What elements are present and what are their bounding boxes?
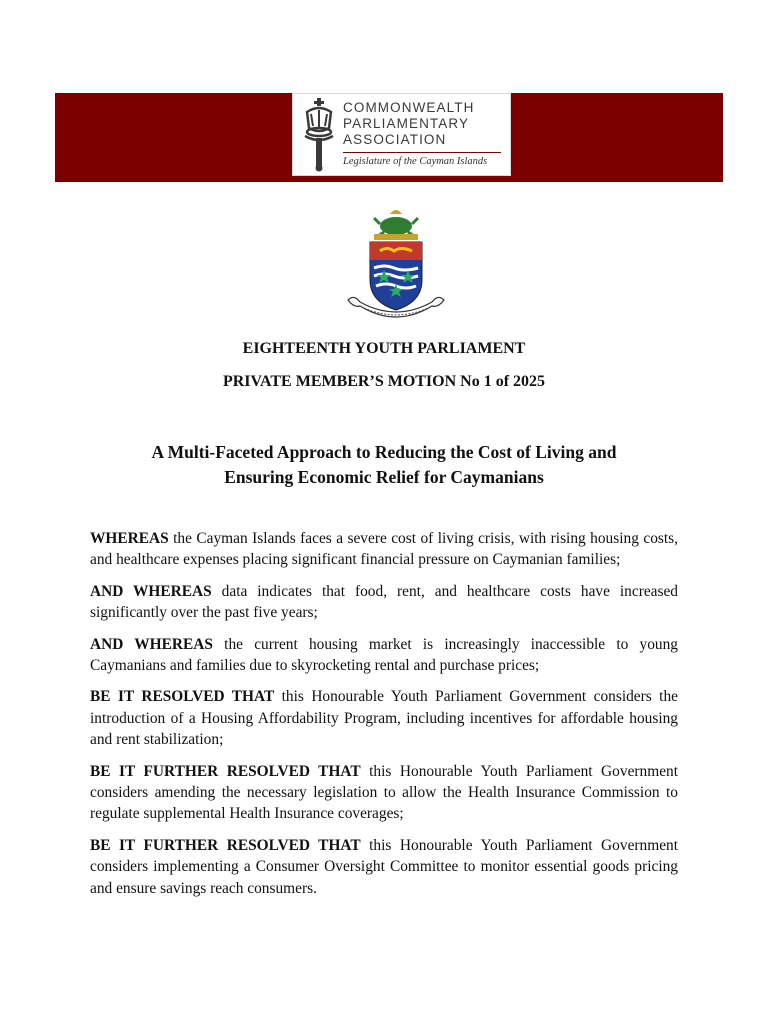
- clause-paragraph: [90, 761, 678, 825]
- clause-text: this Honourable Youth Parliament Government considers the introduction of a Housing Affordability Program, including incentives for affordable housing and rent stabilization;: [90, 688, 678, 749]
- clause-paragraph: [90, 835, 678, 899]
- crowned-mace-icon: [299, 98, 339, 172]
- clause-paragraph: [90, 686, 678, 750]
- clause-text: the current housing market is increasingly inaccessible to young Caymanians and families due to skyrocketing rental and purchase prices;: [90, 635, 678, 675]
- clause-paragraph: [90, 528, 678, 571]
- clause-paragraph: [90, 581, 678, 624]
- clause-text: this Honourable Youth Parliament Government considers implementing a Consumer Oversight Committee to monitor essential goods pricing and ensure savings reach consumers.: [90, 836, 678, 897]
- cpa-logo: [292, 93, 511, 176]
- clause-lead: WHEREAS: [90, 530, 169, 547]
- motion-body: [90, 528, 678, 909]
- title-line-2: Ensuring Economic Relief for Caymanians: [224, 467, 544, 487]
- org-line-3: ASSOCIATION: [343, 132, 447, 147]
- clause-text: data indicates that food, rent, and healthcare costs have increased significantly over the past five years;: [90, 582, 678, 622]
- clause-lead: BE IT FURTHER RESOLVED THAT: [90, 762, 361, 780]
- clause-text: the Cayman Islands faces a severe cost of living crisis, with rising housing costs, and healthcare expenses placing significant financial pressure on Caymanian families;: [90, 530, 678, 569]
- clause-paragraph: [90, 634, 678, 677]
- org-line-1: COMMONWEALTH: [343, 100, 475, 115]
- title-line-1: A Multi-Faceted Approach to Reducing the Cost of Living and: [151, 442, 617, 462]
- cayman-coat-of-arms-icon: [340, 204, 452, 328]
- clause-lead: BE IT FURTHER RESOLVED THAT: [90, 836, 361, 854]
- heading-parliament: EIGHTEENTH YOUTH PARLIAMENT: [242, 340, 526, 357]
- clause-text: this Honourable Youth Parliament Government considers amending the necessary legislation to allow the Health Insurance Commission to regulate supplemental Health Insurance coverages;: [90, 762, 678, 823]
- motion-title: [80, 440, 688, 490]
- clause-lead: BE IT RESOLVED THAT: [90, 688, 275, 706]
- org-subtitle: Legislature of the Cayman Islands: [343, 156, 488, 167]
- clause-lead: AND WHEREAS: [90, 582, 212, 600]
- cpa-wordmark: [343, 100, 474, 148]
- logo-divider: [343, 152, 501, 153]
- heading-motion-number: PRIVATE MEMBER’S MOTION No 1 of 2025: [222, 373, 546, 390]
- org-line-2: PARLIAMENTARY: [343, 116, 470, 131]
- clause-lead: AND WHEREAS: [90, 635, 213, 653]
